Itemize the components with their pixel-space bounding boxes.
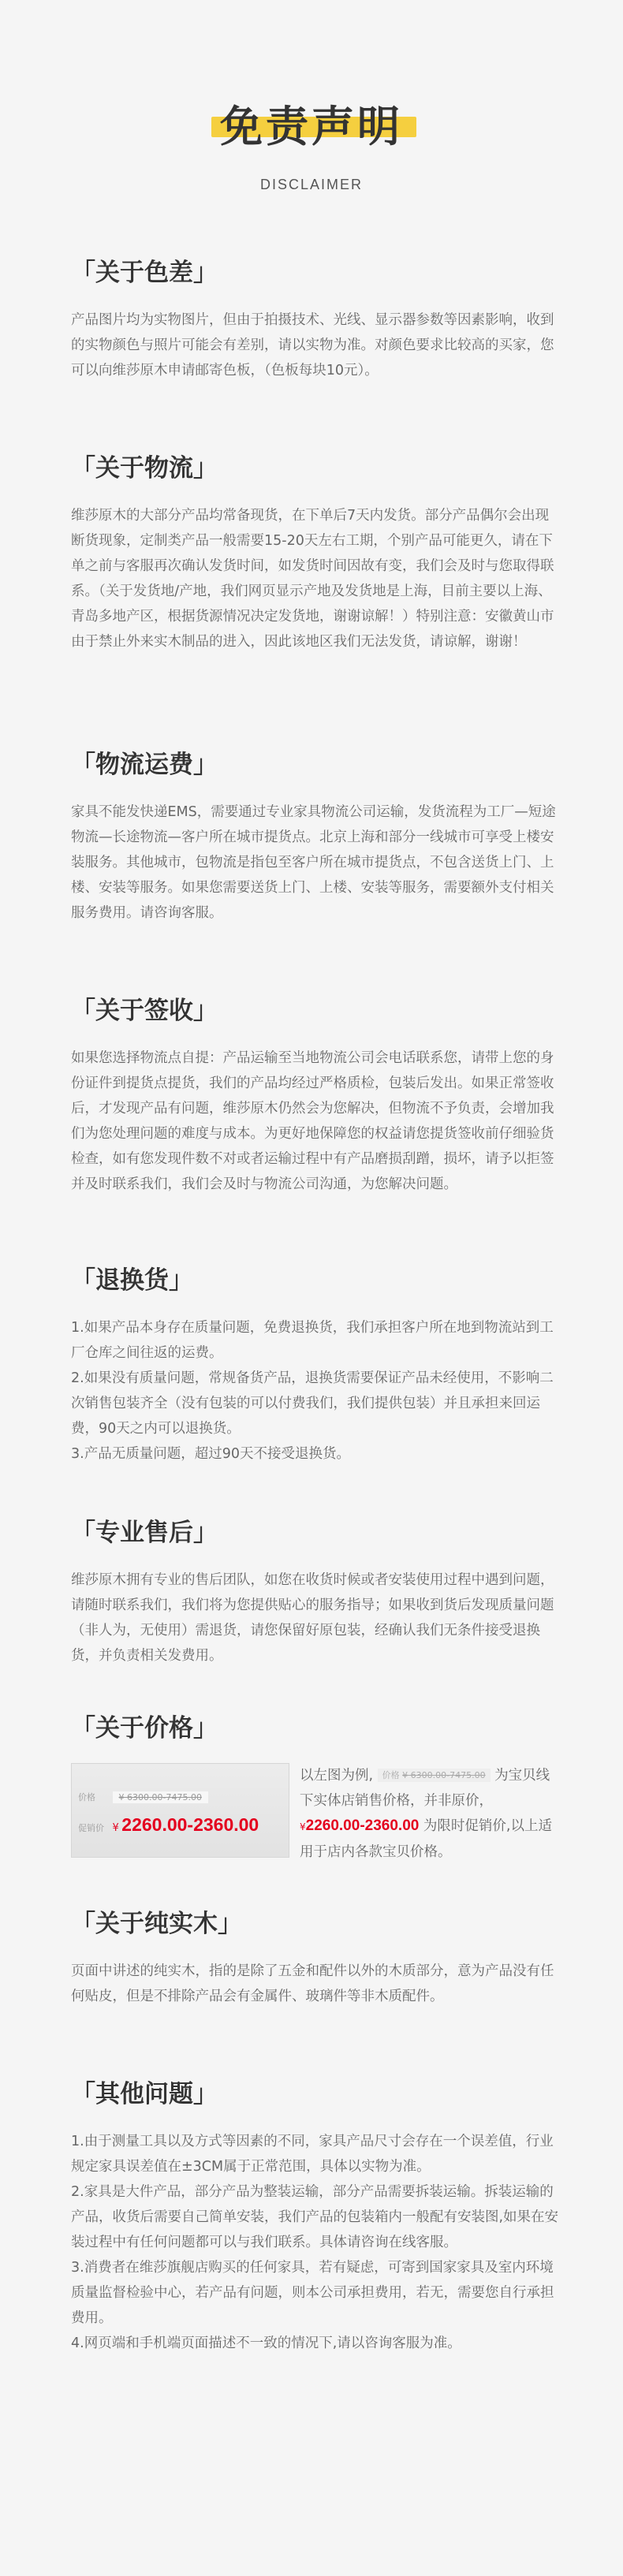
price-chip-old-price: ¥ 6300.00-7475.00 (402, 1770, 486, 1780)
section-logistics (71, 453, 560, 654)
page-subtitle: DISCLAIMER (259, 177, 364, 192)
section-paragraph: 2.家具是大件产品，部分产品为整装运输，部分产品需要拆装运输。拆装运输的产品，收货后需要自己简单安装，我们产品的包装箱内一般配有安装图,如果在安装过程中有任何问题都可以与我们联系。具体请咨询在线客服。 (71, 2184, 559, 2250)
section-returns (71, 1265, 560, 1467)
section-paragraph: 页面中讲述的纯实木，指的是除了五金和配件以外的木质部分，意为产品没有任何贴皮，但是不排除产品会有金属件、玻璃件等非木质配件。 (71, 1963, 554, 2004)
section-receipt (71, 995, 560, 1197)
section-title: 「关于签收」 (71, 997, 218, 1025)
section-paragraph: 3.消费者在维莎旗舰店购买的任何家具，若有疑虑，可寄到国家家具及室内环境质量监督检验中心，若产品有问题，则本公司承担费用，若无，需要您自行承担费用。 (71, 2260, 554, 2326)
section-other-issues (71, 2078, 560, 2356)
section-paragraph: 维莎原木拥有专业的售后团队，如您在收货时候或者安装使用过程中遇到问题，请随时联系我们，我们将为您提供贴心的服务指导；如果收到货后发现质量问题（非人为，无使用）需退货，请您保留好原包装，经确认我们无条件接受退换货，并负责相关发费用。 (71, 1572, 554, 1664)
price-image-promo-row (78, 1814, 259, 1836)
price-text-part: 为限时促销价,以上适用于店内各款宝贝价格。 (300, 1818, 552, 1860)
section-paragraph: 家具不能发快递EMS，需要通过专业家具物流公司运输，发货流程为工厂—短途物流—长途物流—客户所在城市提货点。北京上海和部分一线城市可享受上楼安装服务。其他城市，包物流是指包至客户所在城市提货点，不包含送货上门、上楼、安装等服务。如果您需要送货上门、上楼、安装等服务，需要额外支付相关服务费用。请咨询客服。 (71, 804, 556, 921)
section-paragraph: 3.产品无质量问题，超过90天不接受退换货。 (71, 1446, 350, 1462)
price-text-part: 为宝贝线下实体店销售价格，并非原价， (300, 1768, 550, 1809)
section-title: 「关于纯实木」 (71, 1910, 242, 1938)
price-yen: ¥ (300, 1821, 306, 1832)
section-title: 「关于物流」 (71, 454, 218, 483)
section-solid-wood (71, 1908, 560, 2009)
section-paragraph: 1.由于测量工具以及方式等因素的不同，家具产品尺寸会存在一个误差值，行业规定家具误差值在±3CM属于正常范围，具体以实物为准。 (71, 2134, 554, 2175)
header (0, 0, 623, 237)
section-paragraph: 维莎原木的大部分产品均常备现货，在下单后7天内发货。部分产品偶尔会出现断货现象，定制类产品一般需要15-20天左右工期，个别产品可能更久，请在下单之前与客服再次确认发货时间，如发货时间因故有变，我们会及时与您取得联系。（关于发货地/产地，我们网页显示产地及发货地是上海，目前主要以上海、青岛多地产区，根据货源情况决定发货地，谢谢谅解！）特别注意：安徽黄山市由于禁止外来实木制品的进入，因此该地区我们无法发货，请谅解，谢谢！ (71, 508, 554, 650)
price-image-promo-label: 促销价 (78, 1823, 104, 1833)
section-paragraph: 1.如果产品本身存在质量问题，免费退换货，我们承担客户所在地到物流站到工厂仓库之间往返的运费。 (71, 1320, 554, 1361)
price-text-part: 以左图为例, (300, 1768, 374, 1784)
section-after-sales (71, 1517, 560, 1668)
price-explanation (300, 1763, 560, 1865)
price-image-label: 价格 (78, 1792, 95, 1802)
section-price (71, 1713, 560, 1866)
price-image-yen: ¥ (112, 1822, 119, 1834)
section-title: 「关于色差」 (71, 259, 218, 287)
section-title: 「退换货」 (71, 1266, 193, 1295)
price-image-original-row (78, 1791, 208, 1803)
price-chip (378, 1769, 491, 1782)
price-example-image (71, 1763, 289, 1858)
price-chip-label: 价格 (382, 1770, 400, 1780)
price-example (71, 1763, 560, 1866)
section-title: 「专业售后」 (71, 1519, 218, 1547)
section-title: 「物流运费」 (71, 751, 218, 779)
section-paragraph: 4.网页端和手机端页面描述不一致的情况下,请以咨询客服为准。 (71, 2336, 461, 2351)
section-title: 「关于价格」 (71, 1714, 218, 1743)
price-image-old-price: ¥ 6300.00-7475.00 (113, 1791, 208, 1803)
section-color-difference (71, 257, 560, 383)
section-paragraph: 产品图片均为实物图片，但由于拍摄技术、光线、显示器参数等因素影响，收到的实物颜色与照片可能会有差别，请以实物为准。对颜色要求比较高的买家，您可以向维莎原木申请邮寄色板，（色板每块10元）。 (71, 312, 554, 378)
price-image-promo-price: 2260.00-2360.00 (121, 1814, 259, 1835)
section-title: 「其他问题」 (71, 2080, 218, 2108)
section-paragraph: 2.如果没有质量问题，常规备货产品，退换货需要保证产品未经使用，不影响二次销售包装齐全（没有包装的可以付费我们，我们提供包装）并且承担来回运费，90天之内可以退换货。 (71, 1370, 554, 1437)
page-title: 免责声明 (220, 102, 403, 151)
section-shipping-fee (71, 749, 560, 926)
price-promo: 2260.00-2360.00 (305, 1817, 420, 1834)
section-paragraph: 如果您选择物流点自提：产品运输至当地物流公司会电话联系您，请带上您的身份证件到提货点提货，我们的产品均经过严格质检，包装后发出。如果正常签收后，才发现产品有问题，维莎原木仍然会为您解决，但物流不予负责，会增加我们为您处理问题的难度与成本。为更好地保障您的权益请您提货签收前仔细验货检查，如有您发现件数不对或者运输过程中有产品磨损刮蹭，损坏，请予以拒签并及时联系我们，我们会及时与物流公司沟通，为您解决问题。 (71, 1050, 554, 1192)
